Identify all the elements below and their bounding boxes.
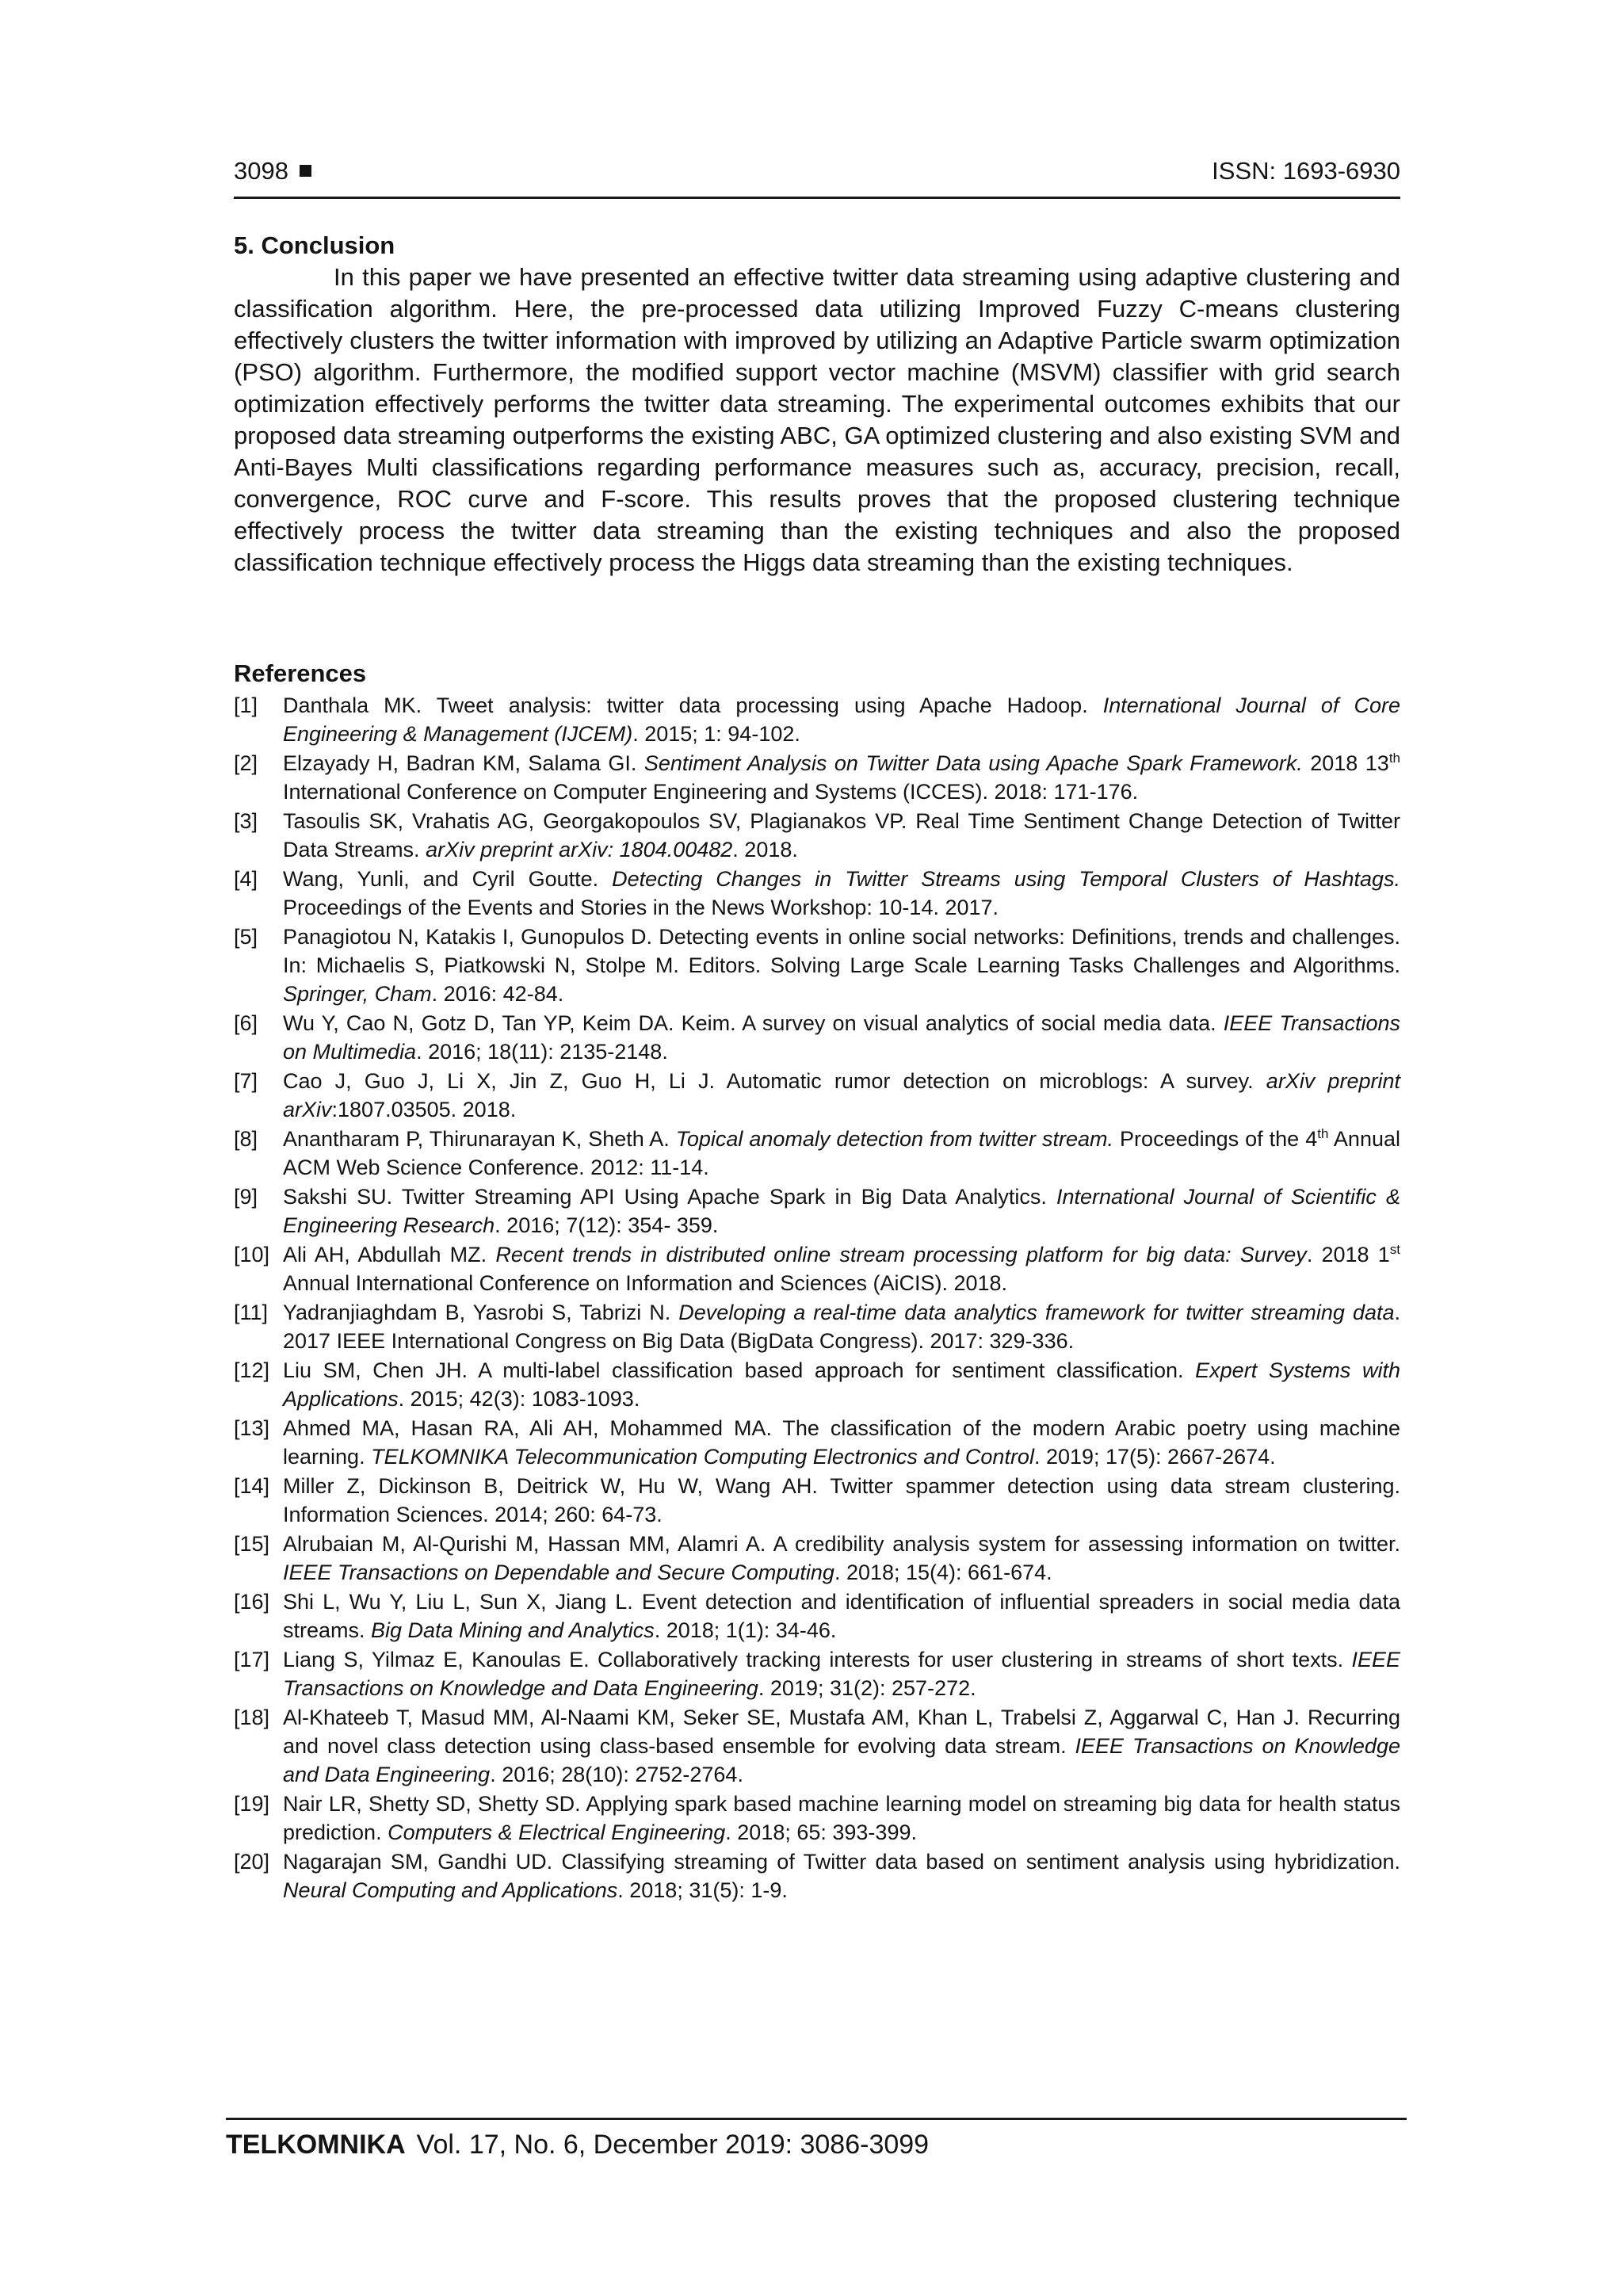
conclusion-title: 5. Conclusion — [234, 231, 395, 259]
reference-number: [10] — [234, 1243, 270, 1266]
reference-venue: Sentiment Analysis on Twitter Data using Apache Spark Framework. — [643, 751, 1303, 775]
reference-text — [283, 1009, 1400, 1066]
reference-number: [17] — [234, 1648, 270, 1671]
reference-item — [234, 749, 1400, 806]
reference-number: [6] — [234, 1011, 258, 1035]
reference-item — [234, 923, 1400, 1008]
page-footer — [226, 2118, 1407, 2160]
reference-item — [234, 1472, 1400, 1529]
reference-number: [8] — [234, 1127, 258, 1151]
reference-details: . 2019; 17(5): 2667-2674. — [1033, 1445, 1276, 1469]
page-number: 3098 — [234, 157, 288, 185]
reference-text — [283, 1125, 1400, 1182]
reference-superscript: th — [1317, 1126, 1329, 1141]
reference-text — [283, 1790, 1400, 1847]
header-left — [234, 157, 311, 185]
reference-details: . 2018; 15(4): 661-674. — [834, 1561, 1052, 1584]
page-header — [234, 155, 1400, 199]
reference-venue: TELKOMNIKA Telecommunication Computing Electronics and Control — [371, 1445, 1034, 1469]
reference-item — [234, 1298, 1400, 1355]
reference-details: . 2019; 31(2): 257-272. — [758, 1676, 976, 1700]
reference-details: . 2018; 31(5): 1-9. — [617, 1878, 788, 1902]
reference-venue: arXiv preprint arXiv — [283, 1069, 1400, 1121]
issn: ISSN: 1693-6930 — [1212, 157, 1400, 185]
footer-issue: Vol. 17, No. 6, December 2019: 3086-3099 — [416, 2130, 930, 2160]
reference-item — [234, 1790, 1400, 1847]
reference-number: [5] — [234, 925, 258, 949]
reference-venue: Big Data Mining and Analytics — [371, 1618, 655, 1642]
reference-details: . 2016; 18(11): 2135-2148. — [416, 1040, 668, 1064]
reference-details: . 2018; 65: 393-399. — [725, 1820, 917, 1844]
reference-details: . 2018; 1(1): 34-46. — [654, 1618, 837, 1642]
reference-authors-title: Wang, Yunli, and Cyril Goutte. — [283, 867, 613, 891]
reference-venue: Detecting Changes in Twitter Streams using Temporal Clusters of Hashtags. — [612, 867, 1400, 891]
reference-number: [1] — [234, 693, 258, 717]
reference-item — [234, 1587, 1400, 1645]
reference-number: [16] — [234, 1590, 270, 1614]
reference-details: . 2018 1 — [1306, 1243, 1390, 1266]
reference-text — [283, 749, 1400, 806]
reference-superscript: th — [1388, 751, 1400, 766]
reference-details: . 2016: 42-84. — [431, 982, 564, 1006]
reference-item — [234, 1414, 1400, 1471]
reference-details: . 2015; 42(3): 1083-1093. — [398, 1387, 640, 1411]
reference-details: :1807.03505. 2018. — [331, 1098, 517, 1121]
reference-item — [234, 1847, 1400, 1904]
reference-venue: Springer, Cham — [283, 982, 432, 1006]
reference-details: . 2017 IEEE International Congress on Big Data (BigData Congress). 2017: 329-336. — [283, 1301, 1401, 1353]
reference-item — [234, 1067, 1400, 1124]
reference-number: [15] — [234, 1532, 270, 1556]
reference-venue: Topical anomaly detection from twitter stream. — [675, 1127, 1114, 1151]
reference-details-continued: Annual ACM Web Science Conference. 2012: 11-14. — [283, 1127, 1400, 1179]
reference-venue: IEEE Transactions on Multimedia — [283, 1011, 1400, 1064]
square-bullet-icon — [300, 165, 311, 177]
reference-authors-title: Al-Khateeb T, Masud MM, Al-Naami KM, Seker SE, Mustafa AM, Khan L, Trabelsi Z, Aggarwal C, Han J. Recurring and novel class detection using class-based ensemble for evolving data stream. — [283, 1706, 1400, 1758]
reference-authors-title: Sakshi SU. Twitter Streaming API Using Apache Spark in Big Data Analytics. — [283, 1185, 1056, 1209]
reference-item — [234, 1356, 1400, 1413]
reference-item — [234, 1645, 1400, 1702]
reference-item — [234, 807, 1400, 864]
reference-venue: Expert Systems with Applications — [283, 1358, 1400, 1411]
reference-details: 2018 13 — [1302, 751, 1389, 775]
reference-details: . 2016; 7(12): 354- 359. — [495, 1213, 719, 1237]
reference-item — [234, 1240, 1400, 1297]
reference-venue: IEEE Transactions on Knowledge and Data Engineering — [283, 1648, 1400, 1700]
reference-item — [234, 1182, 1400, 1240]
reference-list — [234, 691, 1400, 1904]
reference-number: [14] — [234, 1474, 270, 1498]
reference-number: [3] — [234, 809, 258, 833]
reference-authors-title: Shi L, Wu Y, Liu L, Sun X, Jiang L. Event detection and identification of influential spreaders in social media data streams. — [283, 1590, 1400, 1642]
reference-authors-title: Panagiotou N, Katakis I, Gunopulos D. Detecting events in online social networks: Definitions, trends and challenges. In: Michaelis S, Piatkowski N, Stolpe M. Editors. Solving Large Scale Learning Tasks Challenges and Algorithms. — [283, 925, 1400, 977]
reference-text — [283, 1182, 1400, 1240]
reference-item — [234, 1009, 1400, 1066]
reference-text — [283, 1298, 1400, 1355]
reference-details: . 2016; 28(10): 2752-2764. — [490, 1763, 743, 1786]
reference-details-continued: International Conference on Computer Engineering and Systems (ICCES). 2018: 171-176. — [283, 780, 1139, 804]
reference-authors-title: Nair LR, Shetty SD, Shetty SD. Applying spark based machine learning model on streaming big data for health status prediction. — [283, 1792, 1400, 1844]
reference-number: [12] — [234, 1358, 270, 1382]
reference-number: [4] — [234, 867, 258, 891]
reference-text — [283, 1356, 1400, 1413]
reference-authors-title: Cao J, Guo J, Li X, Jin Z, Guo H, Li J. Automatic rumor detection on microblogs: A survey. — [283, 1069, 1266, 1093]
reference-authors-title: Alrubaian M, Al-Qurishi M, Hassan MM, Alamri A. A credibility analysis system for assessing information on twitter. — [283, 1532, 1400, 1556]
reference-venue: International Journal of Core Engineering & Management (IJCEM) — [283, 693, 1400, 746]
references-title: References — [234, 659, 367, 687]
reference-venue: Recent trends in distributed online stream processing platform for big data: Survey — [495, 1243, 1307, 1266]
reference-number: [11] — [234, 1301, 269, 1324]
reference-authors-title: Danthala MK. Tweet analysis: twitter data processing using Apache Hadoop. — [283, 693, 1103, 717]
reference-item — [234, 1703, 1400, 1789]
footer-journal: TELKOMNIKA — [226, 2130, 406, 2160]
reference-authors-title: Ahmed MA, Hasan RA, Ali AH, Mohammed MA. The classification of the modern Arabic poetry using machine learning. — [283, 1416, 1400, 1469]
reference-venue: Developing a real-time data analytics framework for twitter streaming data — [678, 1301, 1395, 1324]
reference-authors-title: Yadranjiaghdam B, Yasrobi S, Tabrizi N. — [283, 1301, 679, 1324]
reference-authors-title: Wu Y, Cao N, Gotz D, Tan YP, Keim DA. Keim. A survey on visual analytics of social media data. — [283, 1011, 1224, 1035]
reference-authors-title: Miller Z, Dickinson B, Deitrick W, Hu W, Wang AH. Twitter spammer detection using data stream clustering. Information Sciences. 2014; 260: 64-73. — [283, 1474, 1400, 1526]
reference-authors-title: Liang S, Yilmaz E, Kanoulas E. Collaboratively tracking interests for user clustering in streams of short texts. — [283, 1648, 1352, 1671]
reference-authors-title: Liu SM, Chen JH. A multi-label classification based approach for sentiment classification. — [283, 1358, 1196, 1382]
reference-text — [283, 691, 1400, 748]
reference-text — [283, 1067, 1400, 1124]
reference-item — [234, 1125, 1400, 1182]
reference-text — [283, 1645, 1400, 1702]
reference-text — [283, 865, 1400, 922]
reference-venue: Neural Computing and Applications — [283, 1878, 618, 1902]
reference-superscript: st — [1389, 1242, 1400, 1257]
conclusion-paragraph: In this paper we have presented an effective twitter data streaming using adaptive clustering and classification algorithm. Here, the pre-processed data utilizing Improved Fuzzy C-means clustering effectively clusters the twitter information with improved by utilizing an Adaptive Particle swarm optimization (PSO) algorithm. Furthermore, the modified support vector machine (MSVM) classifier with grid search optimization effectively performs the twitter data streaming. The experimental outcomes exhibits that our proposed data streaming outperforms the existing ABC, GA optimized clustering and also existing SVM and Anti-Bayes Multi classifications regarding performance measures such as, accuracy, precision, recall, convergence, ROC curve and F-score. This results proves that the proposed clustering technique effectively process the twitter data streaming than the existing techniques and also the proposed classification technique effectively process the Higgs data streaming than the existing techniques. — [234, 263, 1400, 576]
reference-details: . 2015; 1: 94-102. — [632, 722, 800, 746]
reference-number: [13] — [234, 1416, 270, 1440]
reference-number: [9] — [234, 1185, 258, 1209]
reference-authors-title: Tasoulis SK, Vrahatis AG, Georgakopoulos SV, Plagianakos VP. Real Time Sentiment Change Detection of Twitter Data Streams. — [283, 809, 1400, 861]
reference-text — [283, 807, 1400, 864]
reference-venue: IEEE Transactions on Knowledge and Data Engineering — [283, 1734, 1400, 1786]
reference-venue: Computers & Electrical Engineering — [388, 1820, 726, 1844]
reference-text — [283, 1240, 1400, 1297]
reference-venue: IEEE Transactions on Dependable and Secure Computing — [283, 1561, 834, 1584]
reference-text — [283, 1414, 1400, 1471]
reference-text — [283, 1703, 1400, 1789]
reference-authors-title: Ali AH, Abdullah MZ. — [283, 1243, 496, 1266]
reference-number: [20] — [234, 1850, 270, 1874]
reference-number: [2] — [234, 751, 258, 775]
reference-item — [234, 865, 1400, 922]
reference-text — [283, 1587, 1400, 1645]
reference-details: Proceedings of the 4 — [1113, 1127, 1318, 1151]
reference-details-continued: Annual International Conference on Information and Sciences (AiCIS). 2018. — [283, 1271, 1008, 1295]
reference-details: Proceedings of the Events and Stories in the News Workshop: 10-14. 2017. — [283, 896, 999, 919]
reference-details: . 2018. — [732, 838, 798, 861]
reference-number: [19] — [234, 1792, 270, 1816]
reference-authors-title: Elzayady H, Badran KM, Salama GI. — [283, 751, 644, 775]
reference-text — [283, 1530, 1400, 1587]
reference-item — [234, 691, 1400, 748]
reference-venue: International Journal of Scientific & Engineering Research — [283, 1185, 1400, 1237]
reference-authors-title: Nagarajan SM, Gandhi UD. Classifying streaming of Twitter data based on sentiment analysis using hybridization. — [283, 1850, 1400, 1874]
reference-venue: arXiv preprint arXiv: 1804.00482 — [426, 838, 733, 861]
page-content — [234, 230, 1400, 1905]
reference-text — [283, 923, 1400, 1008]
reference-text — [283, 1847, 1400, 1904]
reference-number: [18] — [234, 1706, 270, 1729]
reference-authors-title: Anantharam P, Thirunarayan K, Sheth A. — [283, 1127, 676, 1151]
reference-text — [283, 1472, 1400, 1529]
reference-item — [234, 1530, 1400, 1587]
reference-number: [7] — [234, 1069, 258, 1093]
